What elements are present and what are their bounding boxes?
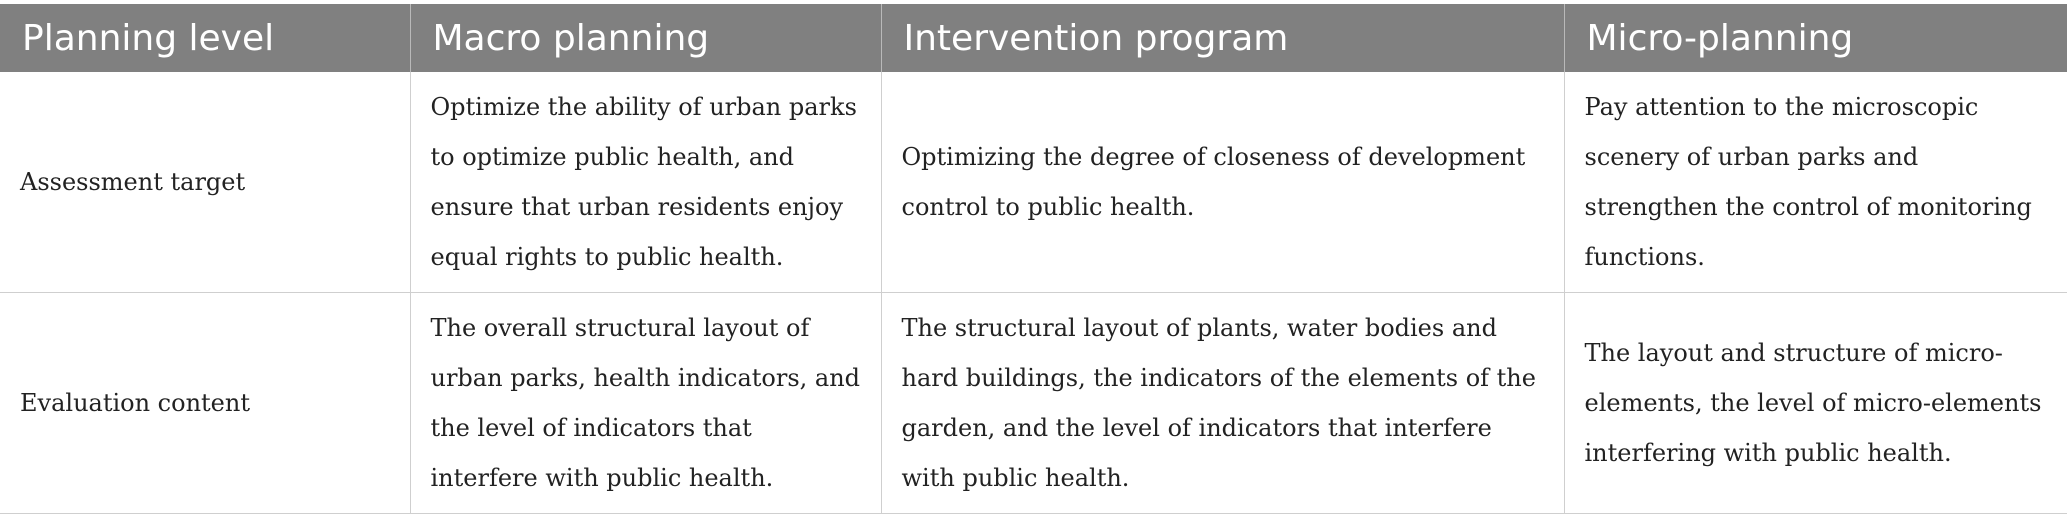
header-intervention-program: Intervention program — [881, 4, 1564, 72]
table-row-assessment-target — [0, 72, 2067, 293]
row-label-assessment-target: Assessment target — [0, 72, 410, 293]
cell-evaluation-macro: The overall structural layout of urban parks, health indicators, and the level of indicators that interfere with public health. — [410, 293, 881, 514]
cell-assessment-micro: Pay attention to the microscopic scenery of urban parks and strengthen the control of monitoring functions. — [1564, 72, 2067, 293]
header-macro-planning: Macro planning — [410, 4, 881, 72]
cell-evaluation-intervention: The structural layout of plants, water bodies and hard buildings, the indicators of the elements of the garden, and the level of indicators that interfere with public health. — [881, 293, 1564, 514]
planning-table-container — [0, 4, 2067, 514]
cell-assessment-intervention: Optimizing the degree of closeness of development control to public health. — [881, 72, 1564, 293]
cell-assessment-macro: Optimize the ability of urban parks to optimize public health, and ensure that urban residents enjoy equal rights to public health. — [410, 72, 881, 293]
header-row — [0, 4, 2067, 72]
table-body — [0, 72, 2067, 514]
header-micro-planning: Micro-planning — [1564, 4, 2067, 72]
table-row-evaluation-content — [0, 293, 2067, 514]
cell-evaluation-micro: The layout and structure of micro-elements, the level of micro-elements interfering with public health. — [1564, 293, 2067, 514]
table-header — [0, 4, 2067, 72]
row-label-evaluation-content: Evaluation content — [0, 293, 410, 514]
planning-table — [0, 4, 2067, 514]
header-planning-level: Planning level — [0, 4, 410, 72]
